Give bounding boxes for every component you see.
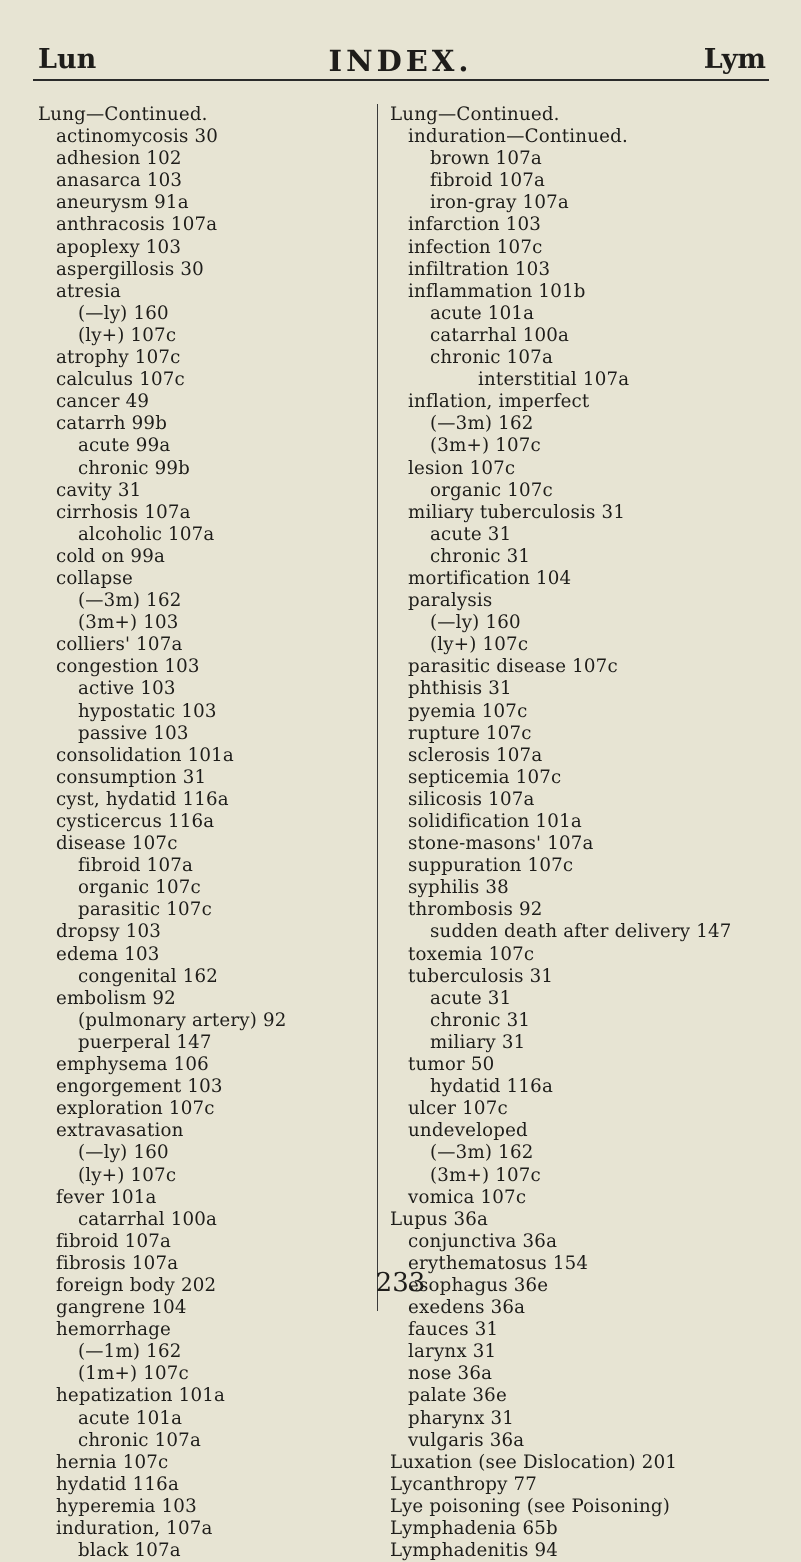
index-entry: adhesion 102 [56,148,182,170]
index-entry: (—3m) 162 [78,590,182,612]
index-entry: inflation, imperfect [408,391,590,413]
index-entry: acute 101a [78,1407,183,1429]
index-entry: (ly+) 107c [430,634,529,656]
index-entry: toxemia 107c [408,943,535,965]
index-entry: acute 101a [430,302,535,324]
index-entry: dropsy 103 [56,921,162,943]
index-entry: (3m+) 107c [430,1164,541,1186]
index-entry: organic 107c [78,877,201,899]
index-entry: hemorrhage [56,1319,172,1341]
index-entry: parasitic 107c [78,899,212,921]
index-entry: organic 107c [430,479,553,501]
index-entry: fibroid 107a [78,855,194,877]
index-entry: catarrhal 100a [78,1208,218,1230]
index-entry: inflammation 101b [408,280,586,302]
index-entry: anasarca 103 [56,170,183,192]
index-entry: chronic 31 [430,545,531,567]
index-entry: mortification 104 [408,567,572,589]
index-entry: (pulmonary artery) 92 [78,1009,287,1031]
index-entry: sclerosis 107a [408,744,543,766]
index-entry: cavity 31 [56,479,142,501]
header-left-guide-word: Lun [38,44,97,75]
index-entry: (—3m) 162 [430,1142,534,1164]
index-entry: alcoholic 107a [78,523,215,545]
index-entry: lesion 107c [408,457,516,479]
index-entry: Lupus 36a [390,1208,489,1230]
index-entry: puerperal 147 [78,1031,212,1053]
index-entry: phthisis 31 [408,678,512,700]
index-entry: cancer 49 [56,391,150,413]
index-entry: cysticercus 116a [56,811,215,832]
index-entry: nose 36a [408,1363,493,1385]
index-entry: induration, 107a [56,1518,213,1539]
index-entry: iron-gray 107a [430,192,569,214]
index-entry: fibroid 107a [56,1230,172,1252]
index-entry: hernia 107c [56,1451,169,1473]
index-entry: actinomycosis 30 [56,126,219,148]
index-entry: (ly+) 107c [78,1164,177,1186]
index-entry: fauces 31 [408,1319,499,1341]
index-entry: stone-masons' 107a [408,833,594,855]
index-entry: catarrh 99b [56,413,168,435]
index-entry: fibroid 107a [430,170,546,192]
header-right-guide-word: Lym [703,44,766,75]
index-entry: hypostatic 103 [78,700,217,722]
index-entry: aneurysm 91a [56,192,189,214]
index-entry: erythematosus 154 [408,1252,589,1274]
index-entry: acute 99a [78,435,171,457]
index-entry: cyst, hydatid 116a [56,788,229,810]
index-entry: hydatid 116a [430,1076,553,1098]
index-entry: acute 31 [430,523,512,545]
index-entry: chronic 107a [78,1429,201,1451]
index-entry: cirrhosis 107a [56,501,191,523]
index-entry: undeveloped [408,1120,528,1142]
index-entry: gangrene 104 [56,1297,187,1319]
index-entry: (—ly) 160 [78,1142,169,1164]
index-entry: parasitic disease 107c [408,656,618,678]
index-entry: acute 31 [430,987,512,1009]
index-entry: thrombosis 92 [408,899,543,921]
index-entry: silicosis 107a [408,788,535,810]
header-title: INDEX. [328,44,473,78]
index-entry: extravasation [56,1120,184,1142]
index-entry: suppuration 107c [408,855,574,877]
index-entry: collapse [56,567,133,589]
index-entry: larynx 31 [408,1341,497,1363]
index-entry: (ly+) 107c [78,324,177,346]
index-entry: consolidation 101a [56,744,234,766]
index-entry: atrophy 107c [56,347,181,369]
index-entry: Luxation (see Dislocation) 201 [390,1451,678,1473]
index-entry: atresia [56,280,122,302]
index-entry: paralysis [408,590,493,612]
index-entry: solidification 101a [408,811,582,832]
index-entry: disease 107c [56,833,178,855]
index-entry: Lymphadenia 65b [390,1518,558,1539]
index-entry: infection 107c [408,236,543,258]
index-entry: (—ly) 160 [430,612,521,634]
index-entry: Lung—Continued. [38,104,208,125]
index-entry: syphilis 38 [408,877,509,899]
index-entry: passive 103 [78,722,189,744]
index-entry: pharynx 31 [408,1407,515,1429]
index-entry: vomica 107c [408,1186,527,1208]
index-entry: induration—Continued. [408,126,628,148]
index-entry: (1m+) 107c [78,1363,189,1385]
index-entry: palate 36e [408,1385,507,1407]
index-entry: anthracosis 107a [56,214,218,236]
index-entry: interstitial 107a [478,369,630,391]
index-entry: emphysema 106 [56,1054,209,1076]
index-entry: chronic 107a [430,347,553,369]
index-entry: chronic 99b [78,457,191,479]
index-entry: septicemia 107c [408,766,562,788]
index-entry: exedens 36a [408,1297,526,1319]
index-entry: Lye poisoning (see Poisoning) [390,1495,671,1517]
left-column [38,104,368,1562]
index-entry: ulcer 107c [408,1098,508,1120]
index-entry: Lung—Continued. [390,104,560,125]
index-entry: esophagus 36e [408,1274,549,1296]
index-entry: pyemia 107c [408,700,528,722]
index-entry: vulgaris 36a [408,1429,525,1451]
index-entry: engorgement 103 [56,1076,223,1098]
index-entry: infiltration 103 [408,258,551,280]
index-entry: hyperemia 103 [56,1495,197,1517]
index-entry: chronic 31 [430,1009,531,1031]
index-entry: exploration 107c [56,1098,215,1120]
index-entry: (—1m) 162 [78,1341,182,1363]
index-entry: tuberculosis 31 [408,965,554,987]
index-entry: aspergillosis 30 [56,258,204,280]
index-entry: (—3m) 162 [430,413,534,435]
index-entry: cold on 99a [56,545,166,567]
index-entry: Lymphadenitis 94 [390,1540,558,1562]
header-rule [33,79,769,81]
index-entry: congenital 162 [78,965,219,987]
index-entry: colliers' 107a [56,634,183,656]
page-number: 233 [375,1268,426,1298]
index-entry: conjunctiva 36a [408,1230,558,1252]
running-header [0,44,801,84]
index-entry: active 103 [78,678,176,700]
index-entry: calculus 107c [56,369,185,391]
index-entry: embolism 92 [56,987,176,1009]
index-entry: hepatization 101a [56,1385,226,1407]
right-column [390,104,790,1562]
index-entry: congestion 103 [56,656,200,678]
index-entry: catarrhal 100a [430,324,570,346]
index-entry: consumption 31 [56,766,207,788]
index-entry: sudden death after delivery 147 [430,921,732,943]
index-entry: Lycanthropy 77 [390,1473,538,1495]
index-entry: rupture 107c [408,722,532,744]
column-divider [377,104,378,1311]
index-entry: edema 103 [56,943,160,965]
index-entry: fever 101a [56,1186,157,1208]
index-entry: (3m+) 107c [430,435,541,457]
index-entry: (—ly) 160 [78,302,169,324]
index-entry: (3m+) 103 [78,612,179,634]
index-entry: hydatid 116a [56,1473,179,1495]
index-entry: miliary tuberculosis 31 [408,501,626,523]
index-entry: foreign body 202 [56,1274,217,1296]
index-entry: apoplexy 103 [56,236,182,258]
index-entry: black 107a [78,1540,181,1562]
index-entry: tumor 50 [408,1054,495,1076]
index-entry: brown 107a [430,148,542,170]
index-entry: miliary 31 [430,1031,526,1053]
index-entry: fibrosis 107a [56,1252,179,1274]
index-entry: infarction 103 [408,214,542,236]
